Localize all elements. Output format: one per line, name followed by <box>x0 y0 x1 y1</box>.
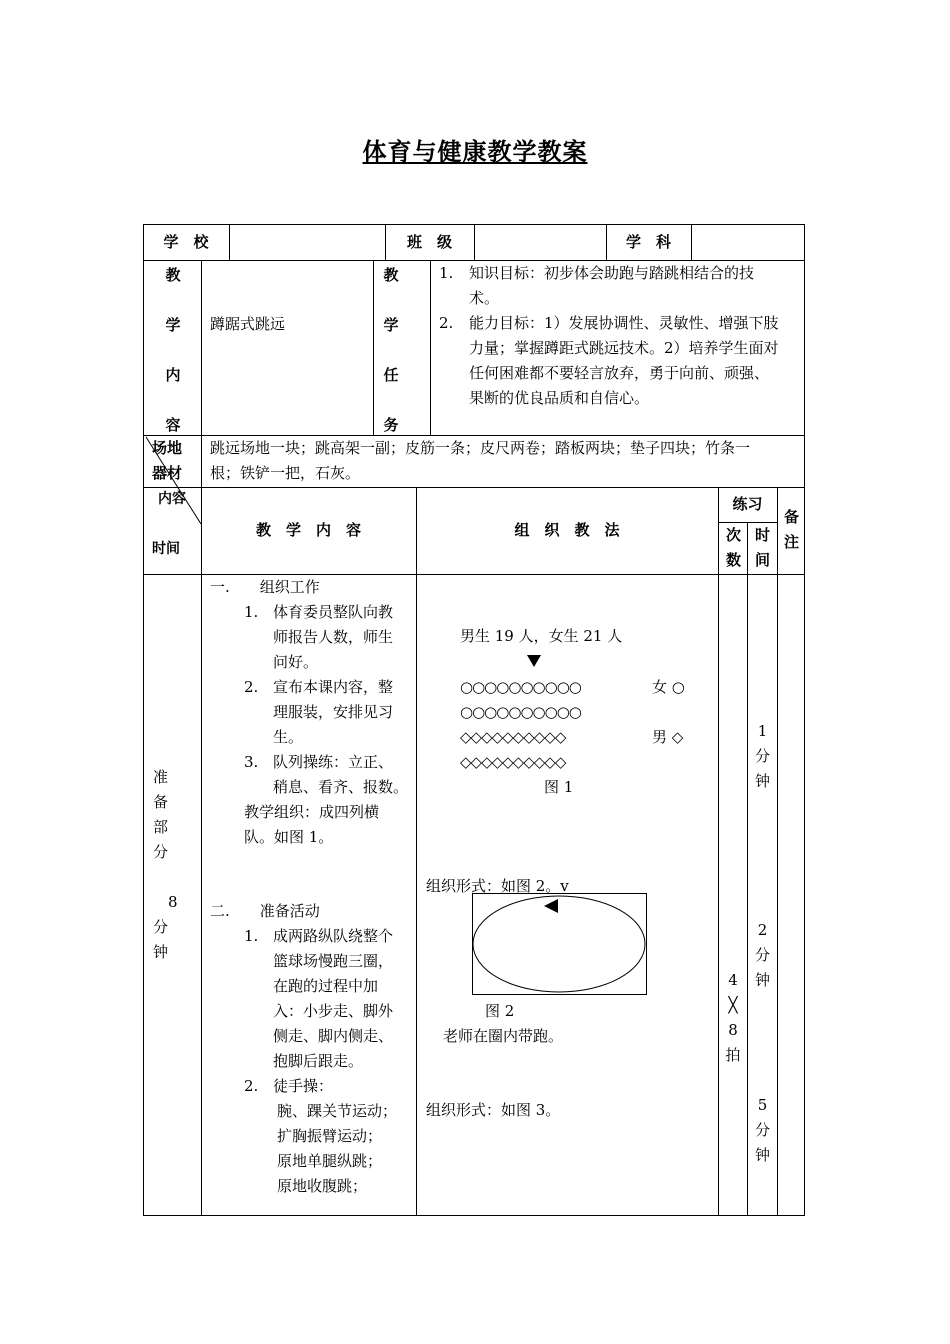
fig2-note: 老师在圈内带跑。 <box>443 1027 564 1045</box>
down-triangle-icon <box>527 655 543 669</box>
times-header: 次数 <box>726 526 742 569</box>
left-triangle-icon <box>544 899 558 913</box>
legend-male: 男 ◇ <box>652 728 684 746</box>
fig2-caption: 图 2 <box>485 1002 515 1020</box>
running-track-figure <box>472 893 648 997</box>
diag-top-label: 内容 <box>158 491 186 507</box>
venue-label-line2: 器材 <box>152 464 183 482</box>
venue-label-line1: 场地 <box>152 439 183 457</box>
fig2-intro: 组织形式：如图 2。v <box>426 877 569 895</box>
practice-header: 练习 <box>732 495 763 513</box>
venue-line1: 跳远场地一块；跳高架一副；皮筋一条；皮尺两卷；踏板两块；垫子四块；竹条一 <box>210 439 751 457</box>
venue-line2: 根；铁铲一把，石灰。 <box>210 464 361 482</box>
teaching-content-label: 教 学 内 容 <box>165 266 181 434</box>
subject-label: 学 科 <box>625 233 671 251</box>
remarks-header: 备注 <box>784 508 800 551</box>
fig3-intro: 组织形式：如图 3。 <box>426 1101 561 1119</box>
duration-header: 时间 <box>755 526 771 569</box>
class-label: 班 级 <box>406 233 452 251</box>
part1-title: 一. 组织工作 <box>210 578 320 596</box>
legend-female: 女 ○ <box>652 678 685 696</box>
fig1-header: 男生 19 人，女生 21 人 <box>460 627 623 645</box>
teaching-tasks-label: 教 学 任 务 <box>383 266 399 434</box>
method-header: 组 织 教 法 <box>514 521 620 539</box>
school-label: 学 校 <box>163 233 209 251</box>
content-header: 教 学 内 容 <box>255 521 361 539</box>
teaching-content-value: 蹲踞式跳远 <box>210 315 286 333</box>
fig1-caption: 图 1 <box>544 778 574 796</box>
diag-bottom-label: 时间 <box>152 541 180 557</box>
document-title: 体育与健康教学教案 <box>362 137 588 166</box>
part2-title: 二. 准备活动 <box>210 902 320 920</box>
